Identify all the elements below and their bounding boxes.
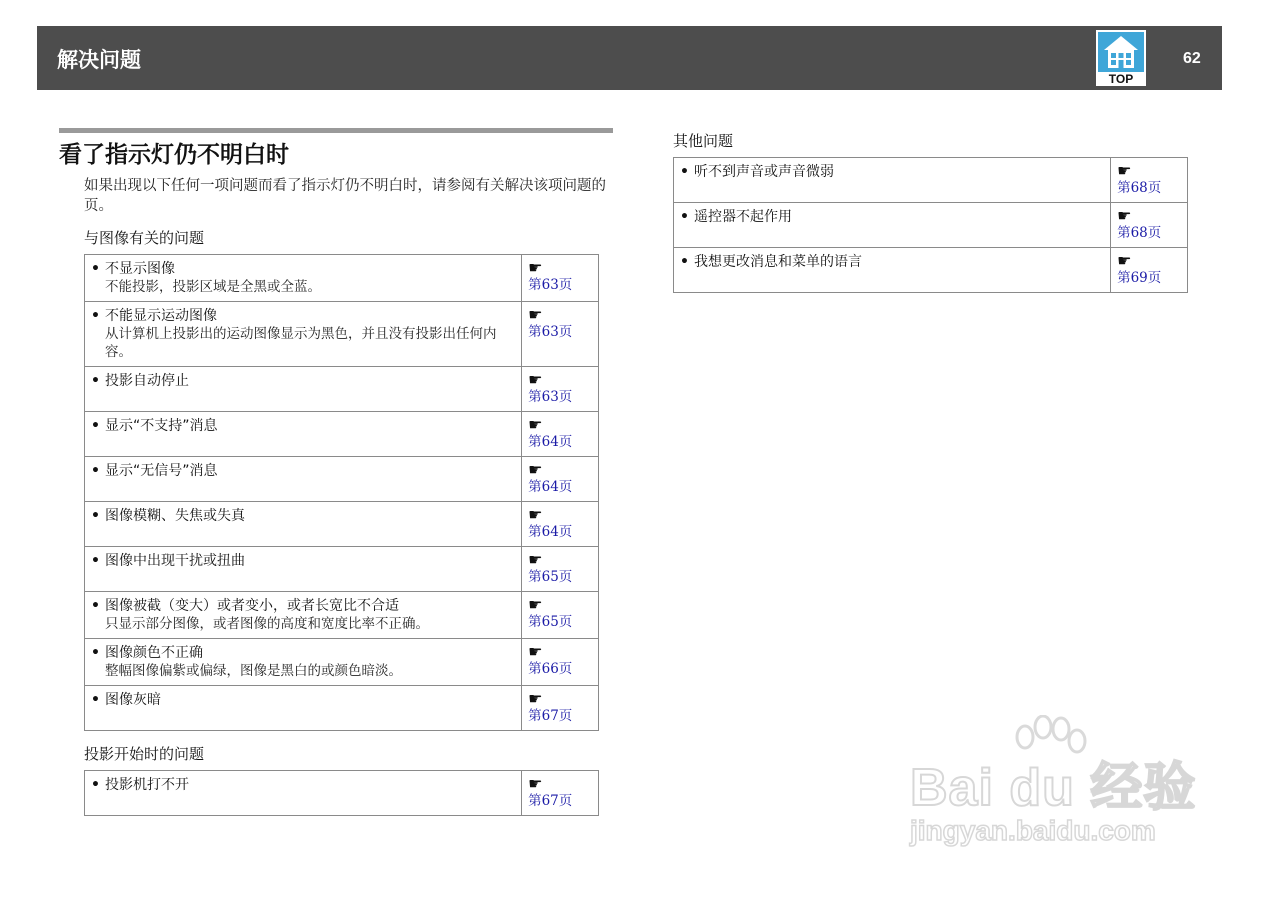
title-rule [59, 128, 613, 133]
issue-line [91, 462, 515, 480]
section-title-image: 与图像有关的问题 [84, 229, 205, 247]
page-link[interactable]: 第64页 [528, 434, 573, 450]
page-link[interactable]: 第65页 [528, 569, 573, 585]
issue-line [91, 552, 515, 570]
pointing-hand-icon: ☛ [528, 305, 543, 324]
issue-title: 不能显示运动图像 [105, 308, 217, 324]
page-header [37, 26, 1222, 90]
issue-cell [85, 255, 522, 302]
issue-cell [85, 502, 522, 547]
bullet-icon: • [680, 254, 689, 270]
pointing-hand-icon: ☛ [1117, 206, 1132, 225]
issue-line [91, 372, 515, 390]
ref-cell [522, 771, 599, 816]
issue-title: 听不到声音或声音微弱 [694, 164, 834, 180]
ref-cell [522, 412, 599, 457]
ref-cell [1111, 248, 1188, 293]
page-link[interactable]: 第65页 [528, 614, 573, 630]
bullet-icon: • [91, 373, 100, 389]
bullet-icon: • [91, 508, 100, 524]
page-link[interactable]: 第68页 [1117, 225, 1162, 241]
issue-title: 图像模糊、失焦或失真 [105, 508, 245, 524]
table-row [85, 367, 599, 412]
issue-title: 显示“无信号”消息 [105, 463, 218, 479]
table-row [674, 158, 1188, 203]
table-image-problems [84, 254, 599, 731]
pointing-hand-icon: ☛ [528, 460, 543, 479]
bullet-icon: • [91, 553, 100, 569]
page-link[interactable]: 第69页 [1117, 270, 1162, 286]
bullet-icon: • [91, 598, 100, 614]
bullet-icon: • [91, 418, 100, 434]
issue-cell [674, 248, 1111, 293]
home-icon [1096, 30, 1146, 86]
page-link[interactable]: 第67页 [528, 793, 573, 809]
ref-cell [1111, 203, 1188, 248]
issue-cell [674, 203, 1111, 248]
ref-cell [522, 502, 599, 547]
pointing-hand-icon: ☛ [528, 774, 543, 793]
ref-cell [522, 592, 599, 639]
ref-cell [522, 686, 599, 731]
top-label: TOP [1108, 72, 1134, 86]
issue-cell [85, 457, 522, 502]
pointing-hand-icon: ☛ [528, 550, 543, 569]
issue-cell [674, 158, 1111, 203]
page-link[interactable]: 第64页 [528, 524, 573, 540]
issue-detail: 从计算机上投影出的运动图像显示为黑色，并且没有投影出任何内容。 [105, 326, 497, 360]
issue-cell [85, 686, 522, 731]
pointing-hand-icon: ☛ [528, 595, 543, 614]
issue-title: 投影自动停止 [105, 373, 189, 389]
page-link[interactable]: 第67页 [528, 708, 573, 724]
table-other-problems [673, 157, 1188, 293]
header-title: 解决问题 [57, 48, 141, 72]
ref-cell [522, 367, 599, 412]
page-number: 62 [1183, 50, 1201, 67]
page-link[interactable]: 第68页 [1117, 180, 1162, 196]
table-row [85, 771, 599, 816]
issue-cell [85, 639, 522, 686]
issue-title: 我想更改消息和菜单的语言 [694, 254, 862, 270]
page-link[interactable]: 第66页 [528, 661, 573, 677]
top-button[interactable] [1096, 30, 1146, 86]
issue-cell [85, 412, 522, 457]
pointing-hand-icon: ☛ [1117, 251, 1132, 270]
issue-line [680, 208, 1104, 226]
table-row [85, 302, 599, 367]
pointing-hand-icon: ☛ [528, 415, 543, 434]
issue-title: 图像颜色不正确 [105, 645, 203, 661]
issue-line [91, 507, 515, 525]
issue-title: 遥控器不起作用 [694, 209, 792, 225]
issue-title: 图像中出现干扰或扭曲 [105, 553, 245, 569]
page-link[interactable]: 第64页 [528, 479, 573, 495]
bullet-icon: • [680, 164, 689, 180]
ref-cell [522, 255, 599, 302]
bullet-icon: • [91, 463, 100, 479]
section-title-other: 其他问题 [673, 132, 734, 150]
issue-cell [85, 547, 522, 592]
issue-cell [85, 302, 522, 367]
bullet-icon: • [91, 261, 100, 277]
ref-cell [522, 457, 599, 502]
ref-cell [1111, 158, 1188, 203]
issue-title: 显示“不支持”消息 [105, 418, 218, 434]
pointing-hand-icon: ☛ [528, 370, 543, 389]
issue-line [91, 307, 515, 325]
issue-line [91, 597, 515, 615]
issue-cell [85, 367, 522, 412]
ref-cell [522, 639, 599, 686]
page-link[interactable]: 第63页 [528, 389, 573, 405]
table-row [85, 255, 599, 302]
table-row [85, 457, 599, 502]
watermark-url-text: jingyan.baidu.com [910, 815, 1156, 846]
pointing-hand-icon: ☛ [528, 505, 543, 524]
section-title-startup: 投影开始时的问题 [84, 745, 205, 763]
bullet-icon: • [91, 777, 100, 793]
page-title: 看了指示灯仍不明白时 [59, 142, 289, 168]
ref-cell [522, 302, 599, 367]
issue-line [680, 163, 1104, 181]
issue-line [91, 776, 515, 794]
issue-line [680, 253, 1104, 271]
bullet-icon: • [91, 645, 100, 661]
pointing-hand-icon: ☛ [1117, 161, 1132, 180]
watermark-main-text: Bai du 经验 [910, 759, 1197, 817]
bullet-icon: • [680, 209, 689, 225]
table-row [85, 592, 599, 639]
baidu-watermark [905, 715, 1205, 855]
table-startup-problems [84, 770, 599, 816]
issue-title: 图像灰暗 [105, 692, 161, 708]
issue-detail: 整幅图像偏紫或偏绿，图像是黑白的或颜色暗淡。 [105, 663, 402, 679]
issue-detail: 不能投影，投影区域是全黑或全蓝。 [105, 279, 321, 295]
bullet-icon: • [91, 308, 100, 324]
intro-text: 如果出现以下任何一项问题而看了指示灯仍不明白时，请参阅有关解决该项问题的页。 [84, 178, 606, 214]
table-row [85, 412, 599, 457]
issue-title: 不显示图像 [105, 261, 175, 277]
table-row [85, 502, 599, 547]
table-row [674, 248, 1188, 293]
ref-cell [522, 547, 599, 592]
pointing-hand-icon: ☛ [528, 689, 543, 708]
issue-detail: 只显示部分图像，或者图像的高度和宽度比率不正确。 [105, 616, 429, 632]
issue-title: 图像被截（变大）或者变小，或者长宽比不合适 [105, 598, 399, 614]
page-link[interactable]: 第63页 [528, 277, 573, 293]
issue-line [91, 644, 515, 662]
table-row [85, 547, 599, 592]
page-link[interactable]: 第63页 [528, 324, 573, 340]
table-row [85, 639, 599, 686]
bullet-icon: • [91, 692, 100, 708]
table-row [85, 686, 599, 731]
issue-cell [85, 771, 522, 816]
issue-title: 投影机打不开 [105, 777, 189, 793]
pointing-hand-icon: ☛ [528, 258, 543, 277]
pointing-hand-icon: ☛ [528, 642, 543, 661]
issue-line [91, 691, 515, 709]
table-row [674, 203, 1188, 248]
issue-cell [85, 592, 522, 639]
issue-line [91, 260, 515, 278]
issue-line [91, 417, 515, 435]
